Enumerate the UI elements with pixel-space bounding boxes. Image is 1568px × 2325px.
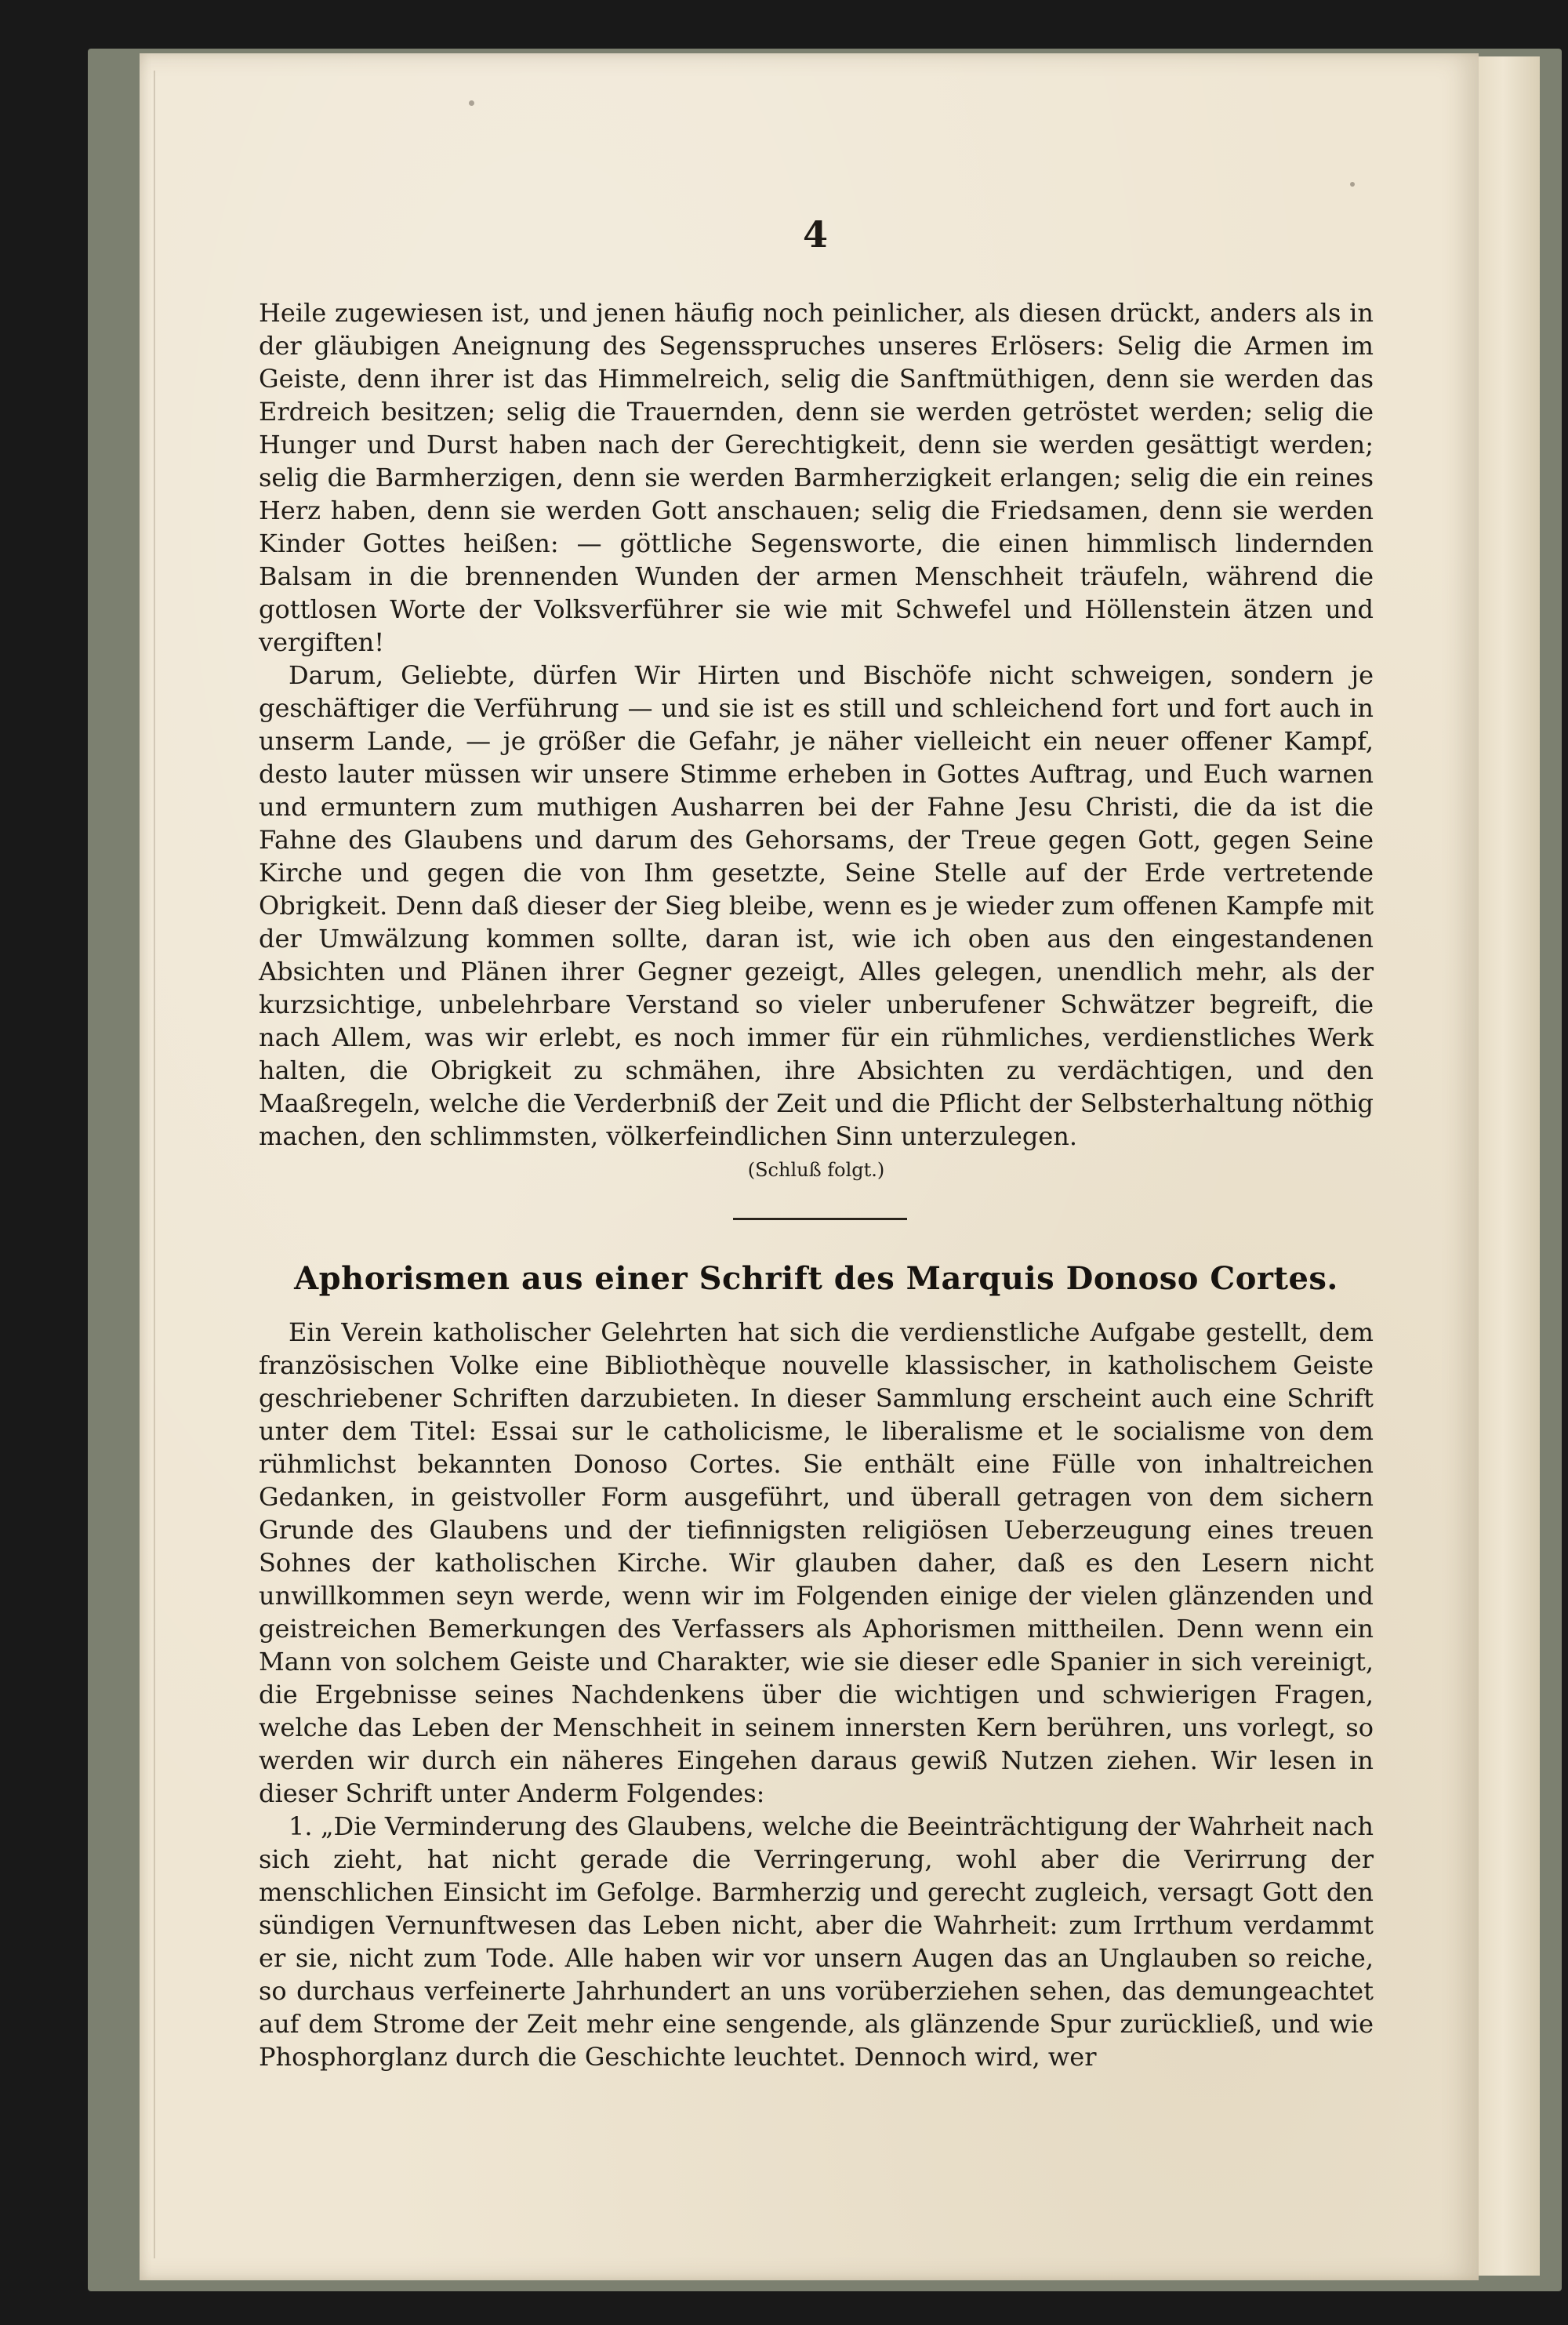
section-paragraph-2: 1. „Die Verminderung des Glaubens, welche die Beeinträchtigung der Wahrheit nach sich zieht, hat nicht gerade die Verringerung, wohl aber die Verirrung der menschlichen Einsicht im Gefolge. Barmherzig und gerecht zugleich, versagt Gott den sündigen Vernunftwesen das Leben nicht, aber die Wahrheit: zum Irrthum verdammt er sie, nicht zum Tode. Alle haben wir vor unsern Augen das an Unglauben so reiche, so durchaus verfeinerte Jahrhundert an uns vorüberziehen sehen, das demungeachtet auf dem Strome der Zeit mehr eine sengende, als glänzende Spur zurückließ, und wie Phosphorglanz durch die Geschichte leuchtet. Dennoch wird, wer: [259, 1811, 1374, 2072]
main-text-block: [259, 296, 1374, 1153]
page-gutter-line: [154, 71, 155, 2258]
section-heading: Aphorismen aus einer Schrift des Marquis Donoso Cortes.: [294, 1260, 1338, 1297]
section-divider: [733, 1218, 907, 1220]
body-paragraph-1: Heile zugewiesen ist, und jenen häufig noch peinlicher, als diesen drückt, anders als in der gläubigen Aneignung des Segensspruches unseres Erlösers: Selig die Armen im Geiste, denn ihrer ist das Himmelreich, selig die Sanftmüthigen, denn sie werden das Erdreich besitzen; selig die Trauernden, denn sie werden getröstet werden; selig die Hunger und Durst haben nach der Gerechtigkeit, denn sie werden gesättigt werden; selig die Barmherzigen, denn sie werden Barmherzigkeit erlangen; selig die ein reines Herz haben, denn sie werden Gott anschauen; selig die Friedsamen, denn sie werden Kinder Gottes heißen: — göttliche Segensworte, die einen himmlisch lindernden Balsam in die brennenden Wunden der armen Menschheit träufeln, während die gottlosen Worte der Volksverführer sie wie mit Schwefel und Höllenstein ätzen und vergiften!: [259, 298, 1374, 657]
section-text-block: [259, 1316, 1374, 2073]
page-number: 4: [802, 213, 828, 256]
page-speck: [1350, 182, 1355, 187]
adjacent-page-edge: [1479, 56, 1540, 2276]
continuation-note: (Schluß folgt.): [747, 1159, 885, 1181]
body-paragraph-2: Darum, Geliebte, dürfen Wir Hirten und Bischöfe nicht schweigen, sondern je geschäftiger die Verführung — und sie ist es still und schleichend fort und fort auch in unserm Lande, — je größer die Gefahr, je näher vielleicht ein neuer offener Kampf, desto lauter müssen wir unsere Stimme erheben in Gottes Auftrag, und Euch warnen und ermuntern zum muthigen Ausharren bei der Fahne Jesu Christi, die da ist die Fahne des Glaubens und darum des Gehorsams, der Treue gegen Gott, gegen Seine Kirche und gegen die von Ihm gesetzte, Seine Stelle auf der Erde vertretende Obrigkeit. Denn daß dieser der Sieg bleibe, wenn es je wieder zum offenen Kampfe mit der Umwälzung kommen sollte, daran ist, wie ich oben aus den eingestandenen Absichten und Plänen ihrer Gegner gezeigt, Alles gelegen, unendlich mehr, als der kurzsichtige, unbelehrbare Verstand so vieler unberufener Schwätzer begreift, die nach Allem, was wir erlebt, es noch immer für ein rühmliches, verdienstliches Werk halten, die Obrigkeit zu schmähen, ihre Absichten zu verdächtigen, und den Maaßregeln, welche die Verderbniß der Zeit und die Pflicht der Selbsterhaltung nöthig machen, den schlimmsten, völkerfeindlichen Sinn unterzulegen.: [259, 660, 1374, 1151]
section-paragraph-1: Ein Verein katholischer Gelehrten hat sich die verdienstliche Aufgabe gestellt, dem französischen Volke eine Bibliothèque nouvelle klassischer, in katholischem Geiste geschriebener Schriften darzubieten. In dieser Sammlung erscheint auch eine Schrift unter dem Titel: Essai sur le catholicisme, le liberalisme et le socialisme von dem rühmlichst bekannten Donoso Cortes. Sie enthält eine Fülle von inhaltreichen Gedanken, in geistvoller Form ausgeführt, und überall getragen von dem sichern Grunde des Glaubens und der tiefinnigsten religiösen Ueberzeugung eines treuen Sohnes der katholischen Kirche. Wir glauben daher, daß es den Lesern nicht unwillkommen seyn werde, wenn wir im Folgenden einige der vielen glänzenden und geistreichen Bemerkungen des Verfassers als Aphorismen mittheilen. Denn wenn ein Mann von solchem Geiste und Charakter, wie sie dieser edle Spanier in sich vereinigt, die Ergebnisse seines Nachdenkens über die wichtigen und schwierigen Fragen, welche das Leben der Menschheit in seinem innersten Kern berühren, uns vorlegt, so werden wir durch ein näheres Eingehen daraus gewiß Nutzen ziehen. Wir lesen in dieser Schrift unter Anderm Folgendes:: [259, 1317, 1374, 1808]
page-speck: [469, 100, 474, 106]
